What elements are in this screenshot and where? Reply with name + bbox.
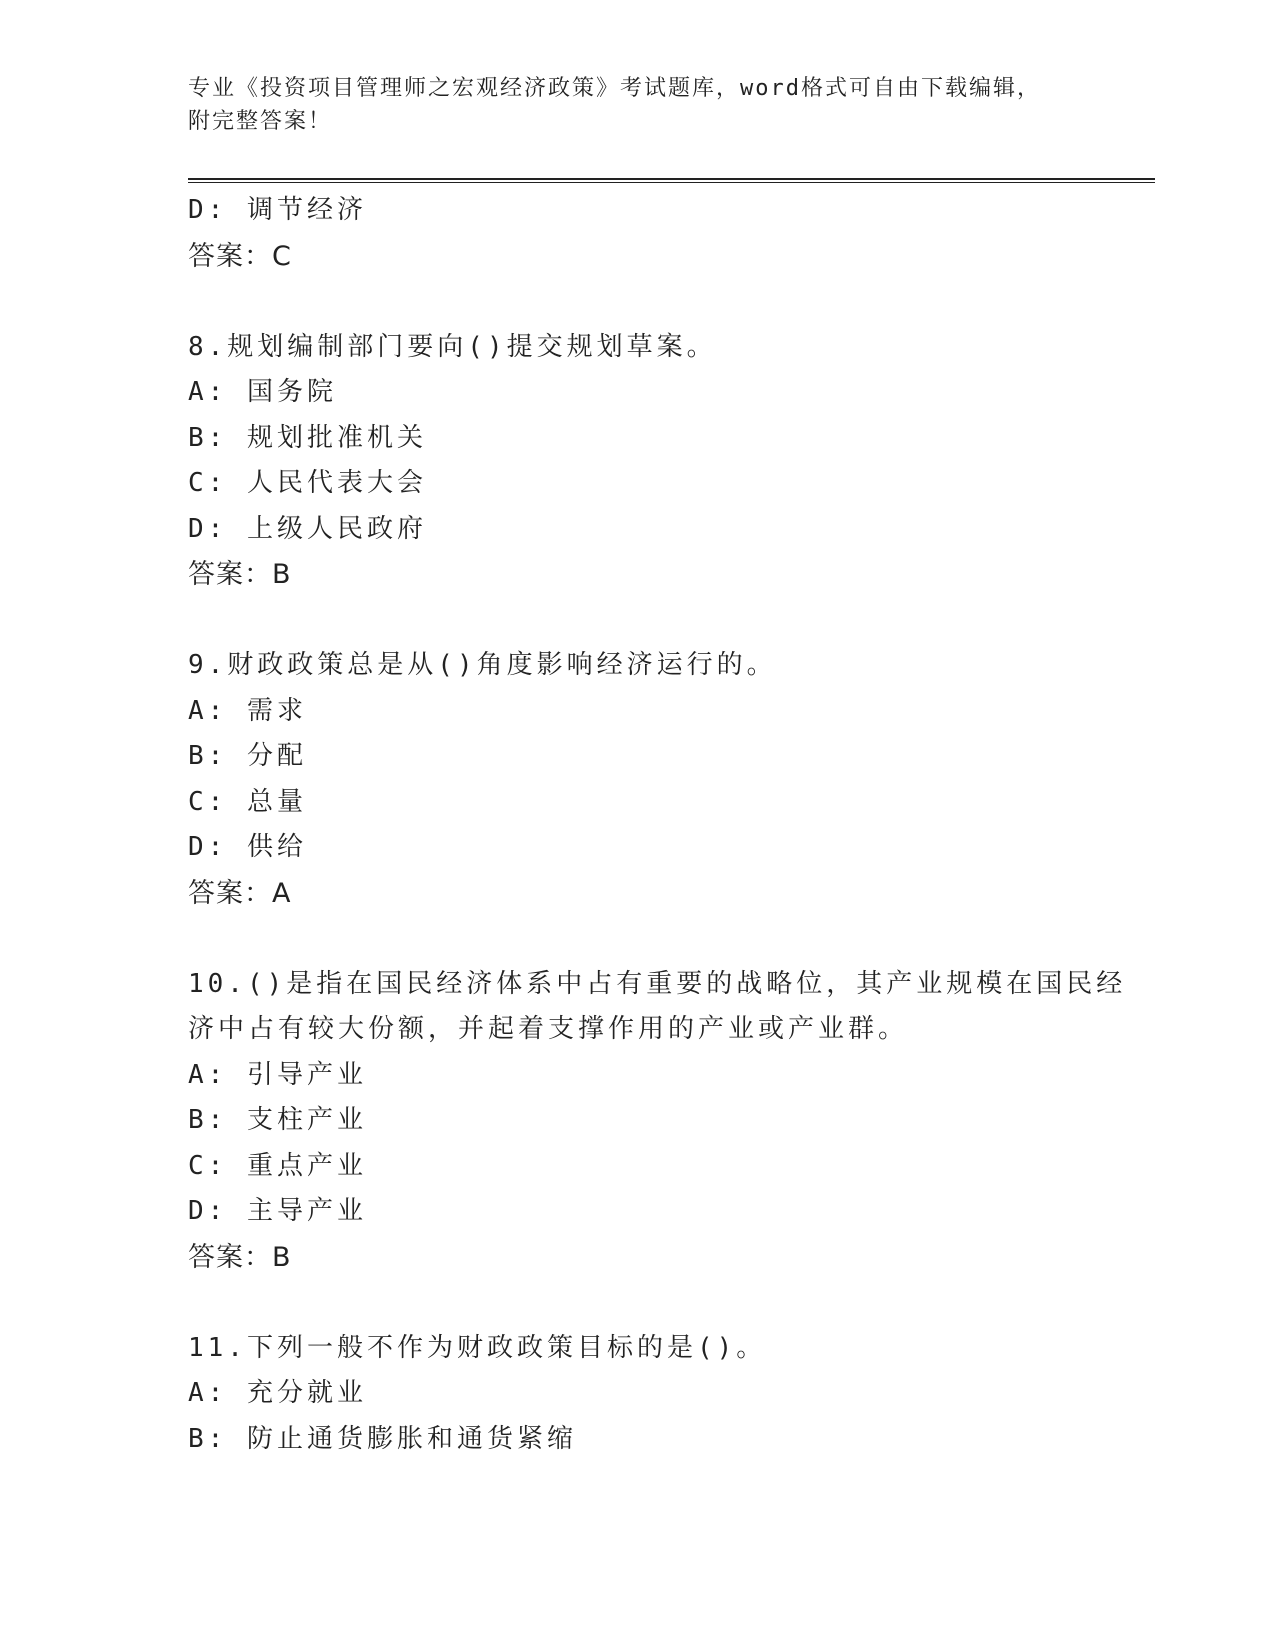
spacer (188, 279, 1148, 325)
option-d: D: 调节经济 (188, 195, 367, 225)
document-header (188, 72, 1088, 138)
option-a: A: 引导产业 (188, 1059, 367, 1090)
question-text-line-1: 10.()是指在国民经济体系中占有重要的战略位，其产业规模在国民经 (188, 968, 1127, 999)
header-line-2: 附完整答案！ (188, 109, 333, 134)
spacer (188, 916, 1148, 962)
option-c: C: 重点产业 (188, 1150, 367, 1181)
question-block-9 (188, 643, 1148, 916)
option-b: B: 规划批准机关 (188, 422, 427, 453)
question-list (188, 188, 1148, 1462)
spacer (188, 1280, 1148, 1326)
question-text: 8.规划编制部门要向()提交规划草案。 (188, 331, 717, 362)
question-block-8 (188, 325, 1148, 598)
question-text: 11.下列一般不作为财政政策目标的是()。 (188, 1332, 767, 1363)
option-c: C: 总量 (188, 786, 307, 817)
answer-text: 答案：C (188, 240, 292, 272)
spacer (188, 598, 1148, 644)
answer-text: 答案：A (188, 877, 292, 909)
question-block-7 (188, 188, 1148, 279)
option-a: A: 国务院 (188, 377, 337, 407)
header-divider (188, 178, 1155, 183)
question-block-11 (188, 1326, 1148, 1463)
option-a: A: 充分就业 (188, 1378, 367, 1408)
option-d: D: 供给 (188, 832, 307, 862)
option-b: B: 防止通货膨胀和通货紧缩 (188, 1423, 577, 1454)
option-d: D: 上级人民政府 (188, 513, 427, 544)
question-text-line-2: 济中占有较大份额，并起着支撑作用的产业或产业群。 (188, 1014, 909, 1044)
answer-text: 答案：B (188, 559, 292, 590)
question-text: 9.财政政策总是从()角度影响经济运行的。 (188, 650, 777, 680)
option-b: B: 支柱产业 (188, 1105, 367, 1135)
answer-text: 答案：B (188, 1241, 292, 1273)
option-b: B: 分配 (188, 741, 307, 771)
option-a: A: 需求 (188, 695, 307, 726)
question-block-10 (188, 962, 1148, 1281)
header-line-1: 专业《投资项目管理师之宏观经济政策》考试题库，word格式可自由下载编辑， (188, 76, 1041, 101)
option-c: C: 人民代表大会 (188, 468, 427, 498)
option-d: D: 主导产业 (188, 1196, 367, 1226)
